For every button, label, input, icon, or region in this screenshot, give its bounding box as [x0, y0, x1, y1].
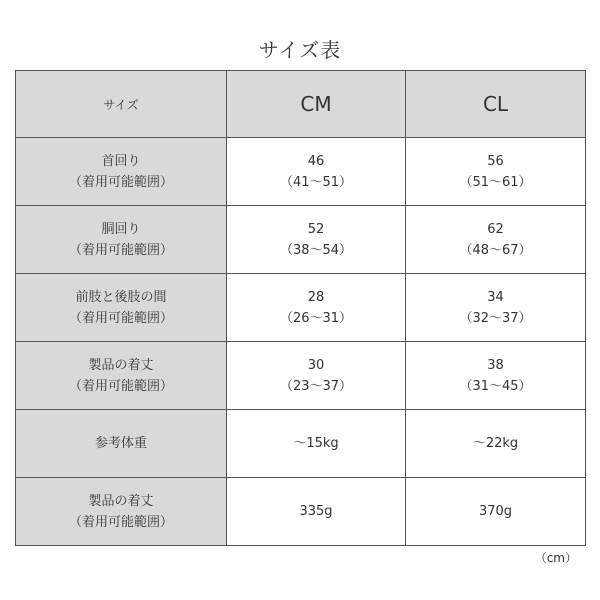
row-label-cell — [16, 342, 227, 410]
unit-note: （cm） — [534, 551, 577, 565]
value-range: （31〜45） — [459, 378, 532, 394]
value-cell-cl — [406, 138, 586, 206]
value-range: （41〜51） — [279, 174, 353, 190]
row-sublabel: （着用可能範囲） — [68, 514, 173, 530]
value-main: 34 — [487, 289, 504, 305]
value-main: 52 — [307, 221, 325, 237]
value-main: 〜22kg — [472, 436, 519, 451]
row-label-cell — [16, 206, 227, 274]
table-row — [16, 478, 586, 546]
value-cell-cm — [227, 342, 406, 410]
row-sublabel: （着用可能範囲） — [68, 242, 173, 258]
value-cell-cl — [406, 206, 586, 274]
row-sublabel: （着用可能範囲） — [68, 378, 173, 394]
value-main: 335g — [299, 504, 333, 519]
row-label-cell — [16, 478, 227, 546]
value-main: 38 — [487, 357, 504, 373]
table-row — [16, 342, 586, 410]
value-cell-cm — [227, 478, 406, 546]
value-cell-cm — [227, 138, 406, 206]
row-label-cell — [16, 410, 227, 478]
row-label: 首回り — [101, 153, 141, 169]
value-range: （26〜31） — [279, 310, 353, 326]
value-cell-cl — [406, 274, 586, 342]
value-cell-cl — [406, 410, 586, 478]
value-cell-cm — [227, 274, 406, 342]
row-sublabel: （着用可能範囲） — [68, 174, 173, 190]
corner-header: サイズ — [16, 71, 227, 138]
column-header-cm: CM — [227, 71, 406, 138]
value-cell-cl — [406, 342, 586, 410]
value-cell-cm — [227, 206, 406, 274]
value-main: 62 — [487, 221, 504, 237]
value-range: （32〜37） — [459, 310, 532, 326]
value-main: 46 — [307, 153, 325, 169]
table-row — [16, 206, 586, 274]
value-main: 370g — [478, 504, 513, 519]
value-main: 〜15kg — [293, 436, 339, 451]
row-label-cell — [16, 138, 227, 206]
row-label: 参考体重 — [94, 436, 147, 451]
row-label: 胴回り — [101, 221, 141, 237]
row-sublabel: （着用可能範囲） — [68, 310, 173, 326]
value-range: （38〜54） — [279, 242, 353, 258]
value-range: （51〜61） — [459, 174, 532, 190]
table-row — [16, 274, 586, 342]
row-label: 製品の着丈 — [88, 357, 154, 373]
size-table — [15, 70, 586, 546]
table-row — [16, 410, 586, 478]
value-main: 30 — [307, 357, 325, 373]
row-label: 前肢と後肢の間 — [75, 289, 167, 305]
value-range: （23〜37） — [279, 378, 353, 394]
value-main: 56 — [487, 153, 504, 169]
value-cell-cl — [406, 478, 586, 546]
column-header-cl: CL — [406, 71, 586, 138]
table-row — [16, 138, 586, 206]
page-title: サイズ表 — [258, 38, 342, 62]
value-range: （48〜67） — [459, 242, 532, 258]
row-label: 製品の着丈 — [88, 493, 154, 509]
row-label-cell — [16, 274, 227, 342]
value-main: 28 — [307, 289, 325, 305]
value-cell-cm — [227, 410, 406, 478]
table-header-row — [16, 71, 586, 138]
